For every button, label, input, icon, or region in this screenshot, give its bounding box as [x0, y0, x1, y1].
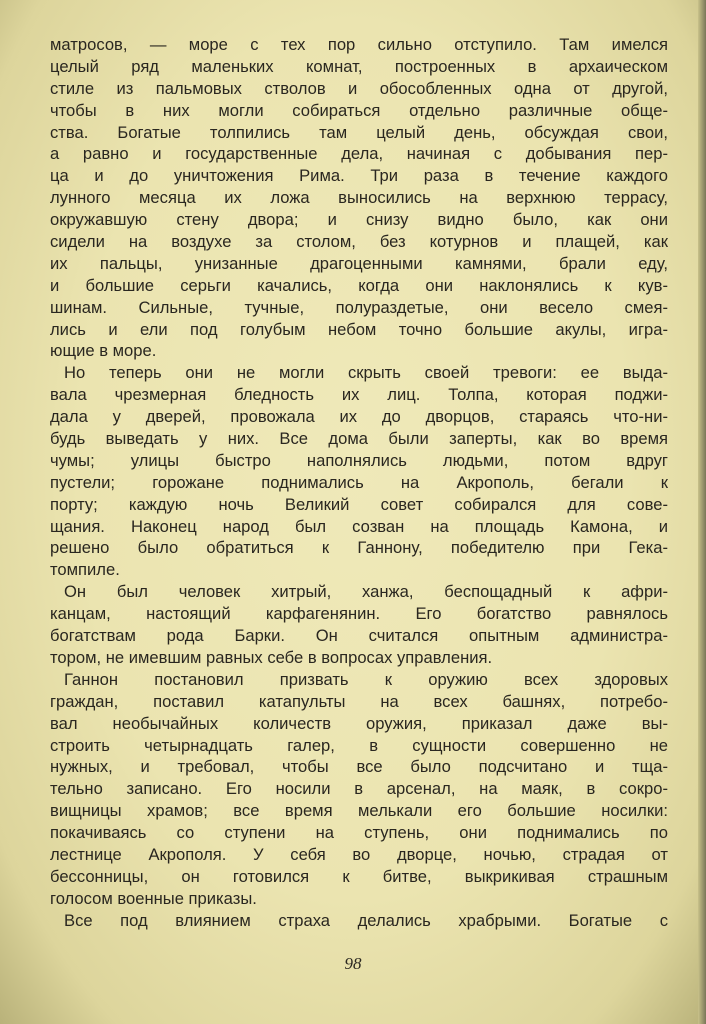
text-line: тором, не имевшим равных себе в вопросах управления. [50, 647, 493, 667]
text-line: вала чрезмерная бледность их лиц. Толпа, которая поджи- [50, 385, 668, 405]
text-line: вал необычайных количеств оружия, приказал даже вы- [50, 713, 668, 733]
text-line: чумы; улицы быстро наполнялись людьми, потом вдруг [50, 450, 668, 470]
text-line: вищницы храмов; все время мелькали его большие носилки: [50, 801, 668, 821]
text-line: Он был человек хитрый, ханжа, беспощадный к афри- [64, 582, 668, 602]
text-line: решено было обратиться к Ганнону, победителю при Гека- [50, 538, 668, 558]
paragraph [50, 362, 668, 581]
text-line: бессонницы, он готовился к битве, выкрикивая страшным [50, 866, 668, 886]
text-line: их пальцы, унизанные драгоценными камнями, брали еду, [50, 253, 668, 273]
paragraph [50, 910, 668, 932]
text-line: ства. Богатые толпились там целый день, обсуждая свои, [50, 122, 668, 142]
text-line: Но теперь они не могли скрыть своей тревоги: ее выда- [64, 363, 668, 383]
text-line: матросов, — море с тех пор сильно отступило. Там имелся [50, 35, 668, 54]
paragraph [50, 581, 668, 669]
page-edge [698, 0, 706, 1024]
text-line: лунного месяца их ложа выносились на верхнюю террасу, [50, 188, 668, 208]
text-line: томпиле. [50, 560, 120, 580]
text-line: целый ряд маленьких комнат, построенных в архаическом [50, 56, 668, 76]
text-line: чтобы в них могли собираться отдельно различные обще- [50, 100, 668, 120]
paragraph [50, 34, 668, 362]
text-line: а равно и государственные дела, начиная с добывания пер- [50, 144, 668, 164]
text-line: тельно записано. Его носили в арсенал, на маяк, в сокро- [50, 779, 668, 799]
text-line: Ганнон постановил призвать к оружию всех здоровых [64, 669, 668, 689]
text-line: дала у дверей, провожала их до дворцов, стараясь что-ни- [50, 407, 668, 427]
text-line: лись и ели под голубым небом точно большие акулы, игра- [50, 319, 668, 339]
text-line: будь выведать у них. Все дома были заперты, как во время [50, 429, 668, 449]
text-line: порту; каждую ночь Великий совет собирался для сове- [50, 494, 668, 514]
text-line: ющие в море. [50, 341, 157, 361]
body-text [50, 34, 668, 932]
text-line: граждан, поставил катапульты на всех башнях, потребо- [50, 691, 668, 711]
text-line: сидели на воздухе за столом, без котурнов и плащей, как [50, 232, 668, 252]
text-line: покачиваясь со ступени на ступень, они поднимались по [50, 823, 668, 843]
text-line: окружавшую стену двора; и снизу видно было, как они [50, 210, 668, 230]
text-line: пустели; горожане поднимались на Акрополь, бегали к [50, 472, 668, 492]
text-line: канцам, настоящий карфагенянин. Его богатство равнялось [50, 604, 668, 624]
text-line: ца и до уничтожения Рима. Три раза в течение каждого [50, 166, 668, 186]
text-line: строить четырнадцать галер, в сущности совершенно не [50, 735, 668, 755]
text-line: богатствам рода Барки. Он считался опытным администра- [50, 626, 668, 646]
text-line: нужных, и требовал, чтобы все было подсчитано и тща- [50, 757, 668, 777]
text-line: лестнице Акрополя. У себя во дворце, ночью, страдая от [50, 844, 668, 864]
paragraph [50, 669, 668, 910]
text-line: щания. Наконец народ был созван на площадь Камона, и [50, 516, 668, 536]
text-line: голосом военные приказы. [50, 888, 257, 908]
text-line: и большие серьги качались, когда они наклонялись к кув- [50, 275, 668, 295]
text-line: стиле из пальмовых стволов и обособленных одна от другой, [50, 78, 668, 98]
page-number: 98 [344, 954, 362, 973]
text-line: шинам. Сильные, тучные, полураздетые, они весело смея- [50, 297, 668, 317]
text-line: Все под влиянием страха делались храбрыми. Богатые с [64, 910, 668, 930]
